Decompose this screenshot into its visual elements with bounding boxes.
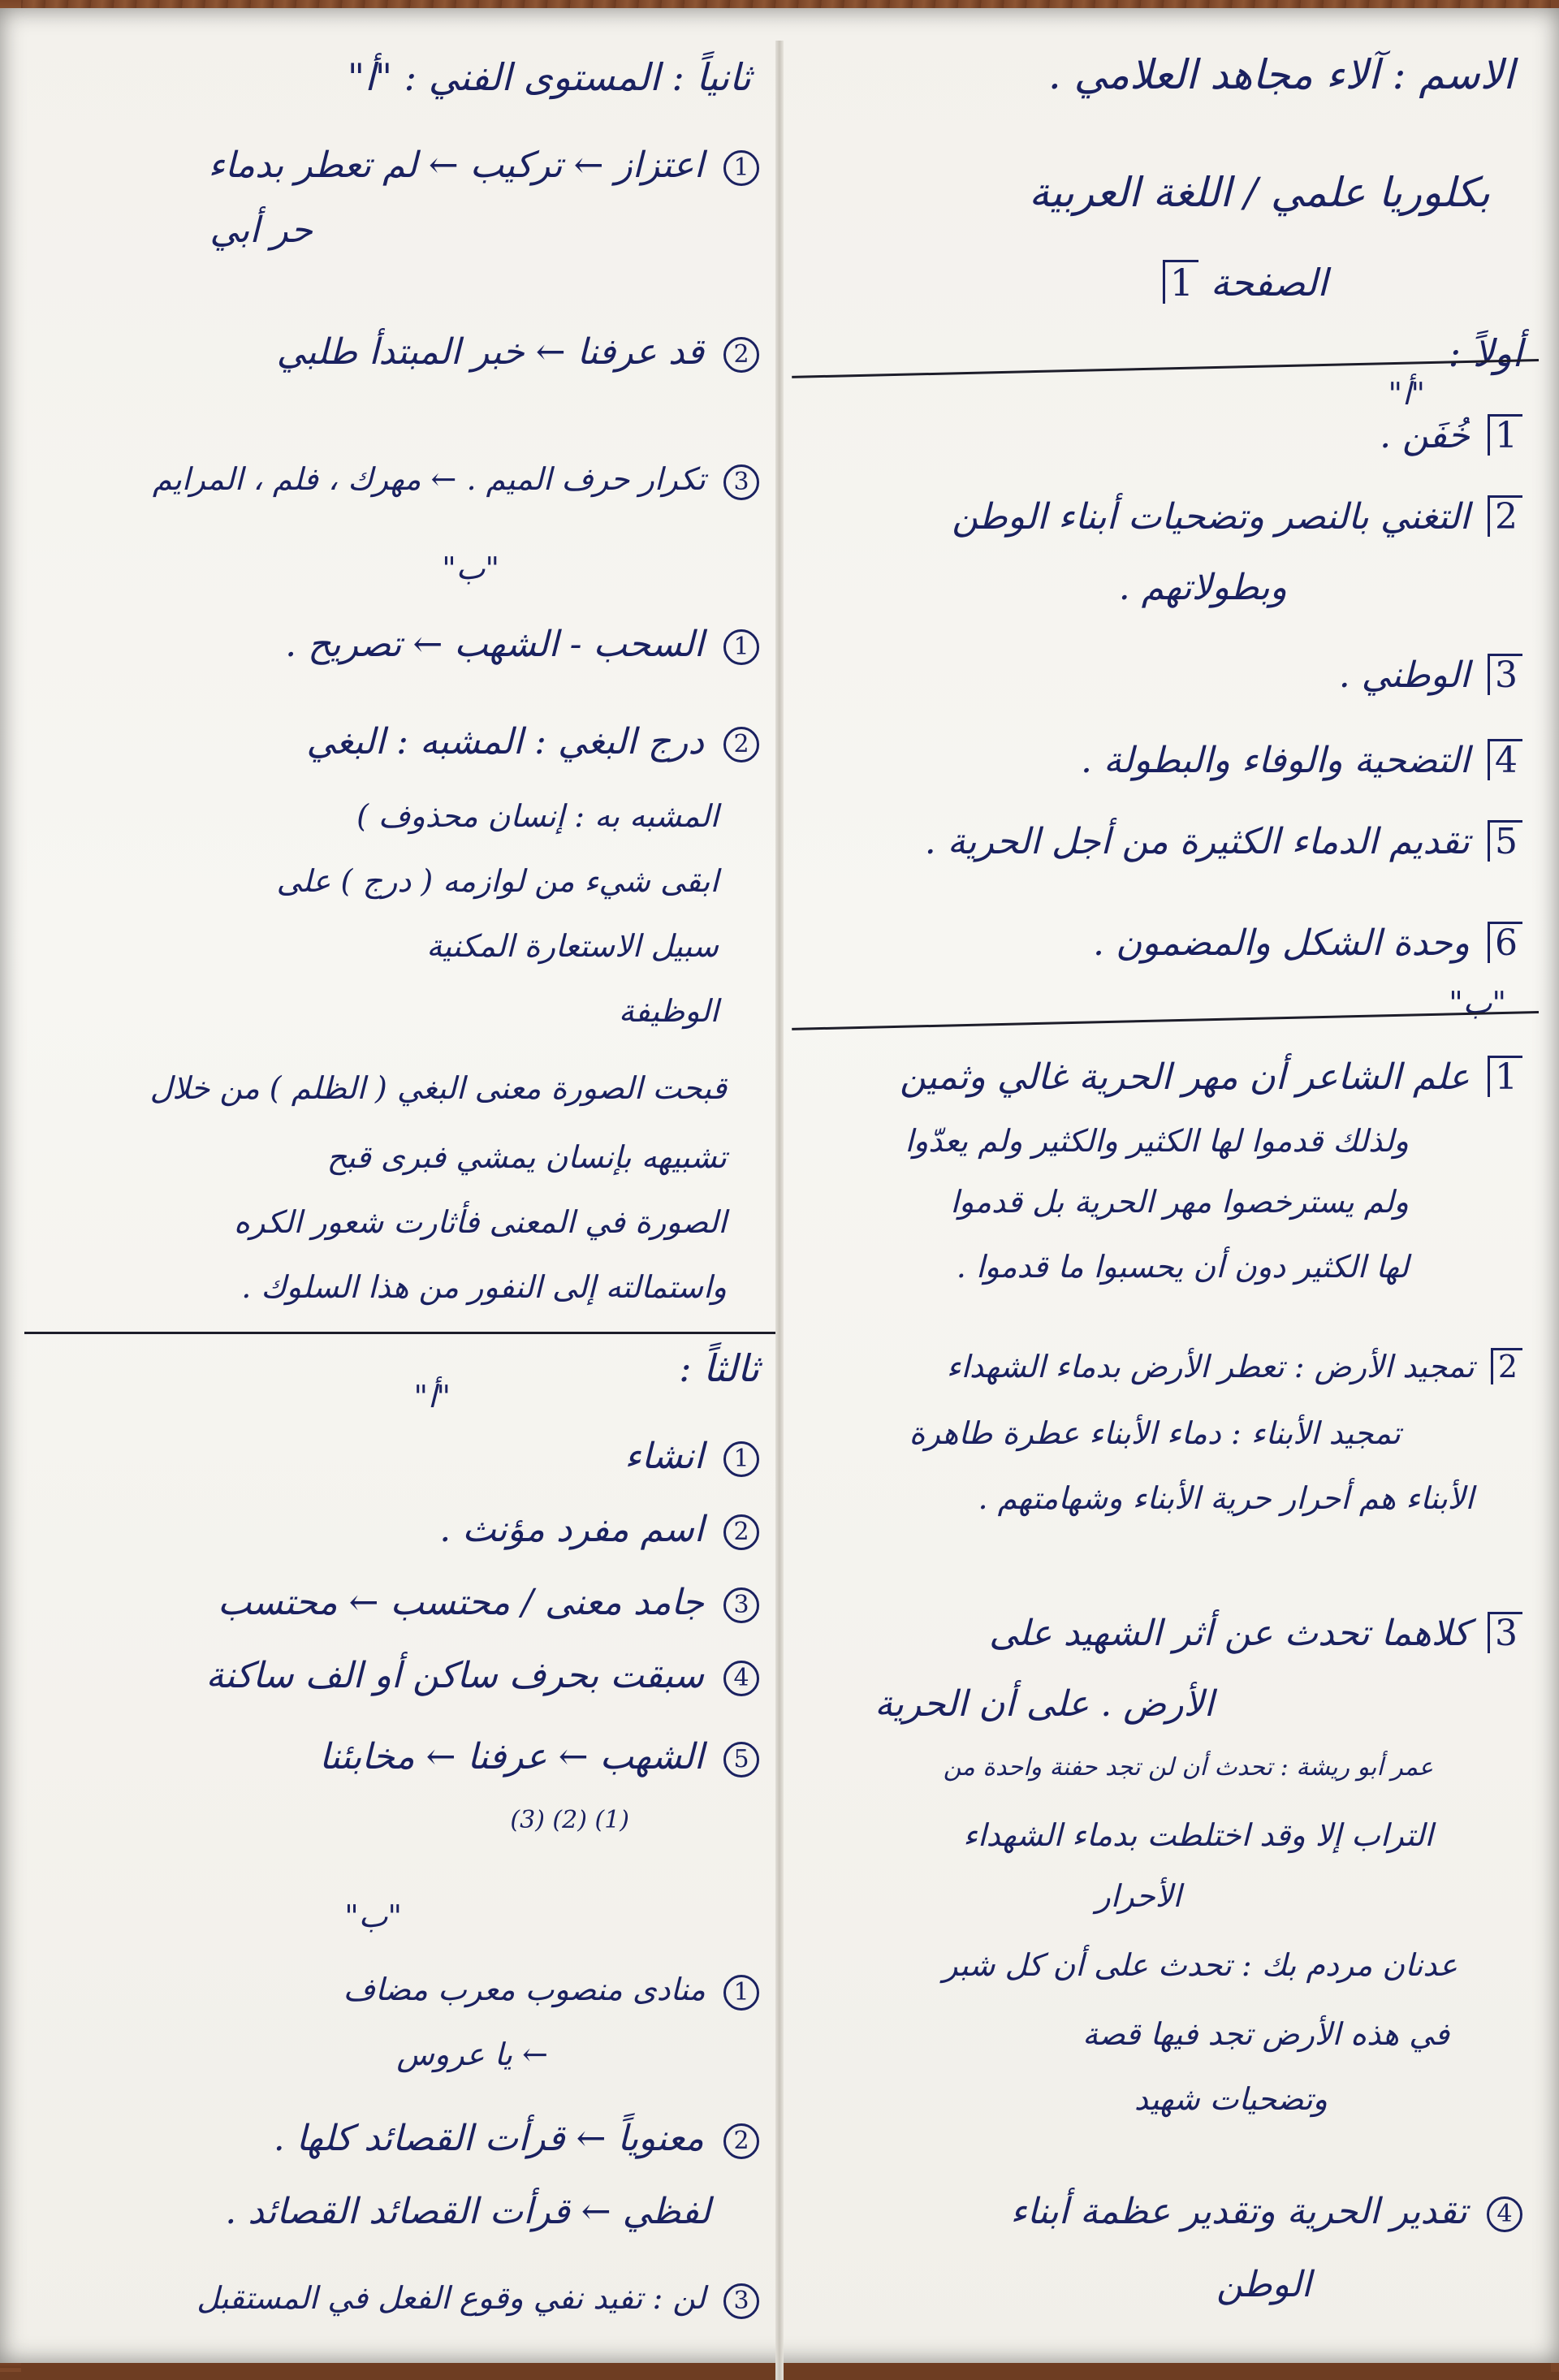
q3-number: 3: [1488, 654, 1522, 695]
a2-text-1: قد عرفنا ← خبر المبتدأ طلبي: [276, 331, 704, 373]
b2-text-1: تمجيد الأرض : تعطر الأرض بدماء الشهداء: [946, 1349, 1475, 1384]
c2-text: اسم مفرد مؤنث .: [439, 1509, 704, 1550]
page-label: [1156, 260, 1328, 304]
student-name: الاسم : آلاء مجاهد العلامي .: [1047, 51, 1514, 98]
lb2-answer-line9: واستمالته إلى النفور من هذا السلوك .: [241, 1269, 727, 1305]
a3-answer-line1: [153, 463, 759, 500]
q1-number: 1: [1488, 414, 1522, 456]
section1-sub: "أ": [1388, 376, 1425, 412]
lb1-number: 1: [723, 629, 759, 665]
c4-number: 4: [723, 1661, 759, 1696]
section1-title: أولاً :: [1448, 331, 1522, 375]
c2-answer: [439, 1510, 759, 1550]
lb2-answer-line7: تشبيهه بإنسان يمشي فبرى قبح: [326, 1139, 727, 1175]
d1-answer-line1: [343, 1973, 759, 2011]
b3-answer-line4: التراب إلا وقد اختلطت بدماء الشهداء: [963, 1817, 1433, 1853]
lb2-answer-line3: ابقى شيء من لوازمه ( درج ) على: [276, 863, 719, 899]
b2-number: 2: [1491, 1348, 1522, 1384]
lb1-answer-line1: [285, 625, 759, 665]
section3-sub-b: "ب": [344, 1898, 402, 1934]
section3-sub-a: "أ": [413, 1379, 451, 1415]
c4-text: سبقت بحرف ساكن أو الف ساكنة: [205, 1655, 704, 1696]
page-label-text: الصفحة: [1210, 261, 1328, 305]
lb2-answer-line6: قبحت الصورة معنى البغي ( الظلم ) من خلال: [149, 1070, 727, 1106]
lb2-text-1: درج البغي : المشبه : البغي: [306, 721, 704, 762]
a3-number: 3: [723, 464, 759, 500]
d2-number: 2: [723, 2123, 759, 2159]
a2-answer-line1: [277, 333, 759, 373]
c5-answer: [319, 1738, 759, 1777]
lb2-answer-line5: الوظيفة: [618, 993, 719, 1029]
c5-number: 5: [723, 1742, 759, 1777]
q2-number: 2: [1488, 495, 1522, 537]
a1-answer-line1: [208, 146, 759, 186]
a1-number: 1: [723, 150, 759, 186]
b3-answer-line1: [989, 1612, 1522, 1653]
b1-number: 1: [1488, 1056, 1522, 1097]
b2-answer-line3: الأبناء هم أحرار حرية الأبناء وشهامتهم .: [978, 1480, 1474, 1516]
q4-text: التضحية والوفاء والبطولة .: [1081, 740, 1470, 781]
q5-number: 5: [1488, 820, 1522, 862]
left-column: [24, 8, 767, 2363]
answer-sheet: [0, 8, 1559, 2363]
c1-answer: [624, 1437, 759, 1477]
page-number: 1: [1163, 260, 1198, 304]
b1-answer-line3: ولم يسترخصوا مهر الحرية بل قدموا: [950, 1184, 1409, 1220]
q2-answer: [952, 495, 1522, 537]
section2-title: ثانياً : المستوى الفني : "أ": [347, 55, 751, 99]
b3-answer-line6: عدنان مردم بك : تحدث على أن كل شبر: [943, 1947, 1458, 1983]
q3-text: الوطني .: [1338, 654, 1470, 696]
d2-answer-line2: لفظي ← قرأت القصائد القصائد .: [225, 2191, 710, 2232]
b3-answer-line7: في هذه الأرض تجد فيها قصة: [1082, 2016, 1449, 2052]
lb2-answer-line2: المشبه به : إنسان محذوف ): [356, 798, 719, 834]
d3-text-1: لن : تفيد نفي وقوع الفعل في المستقبل: [196, 2280, 706, 2316]
lb1-text-1: السحب - الشهب ← تصريح .: [285, 624, 704, 665]
a2-number: 2: [723, 337, 759, 373]
c4-answer: [205, 1656, 759, 1696]
b4-answer-line2: الوطن: [1216, 2264, 1311, 2305]
q5-answer: [925, 820, 1522, 862]
q2-text-1: التغني بالنصر وتضحيات أبناء الوطن: [952, 496, 1470, 538]
b3-answer-line8: وتضحيات شهيد: [1134, 2081, 1328, 2117]
b4-number: 4: [1487, 2196, 1522, 2232]
page-fold: [775, 41, 784, 2380]
b1-text-1: علم الشاعر أن مهر الحرية غالي وثمين: [900, 1056, 1470, 1098]
b3-text-1: كلاهما تحدث عن أثر الشهيد على: [989, 1613, 1470, 1654]
divider-section3: [24, 1332, 775, 1334]
d1-number: 1: [723, 1975, 759, 2011]
exam-title: بكلوريا علمي / اللغة العربية: [1029, 169, 1490, 216]
d3-number: 3: [723, 2283, 759, 2319]
d1-answer-line2: ← يا عروس: [396, 2037, 548, 2072]
b3-answer-line2: الأرض . على أن الحرية: [875, 1683, 1214, 1725]
b4-text-1: تقدير الحرية وتقدير عظمة أبناء: [1010, 2191, 1467, 2232]
c2-number: 2: [723, 1514, 759, 1550]
d2-text-1: معنوياً ← قرأت القصائد كلها .: [273, 2118, 704, 2159]
c1-text: انشاء: [624, 1436, 704, 1477]
d1-text-1: منادى منصوب معرب مضاف: [343, 1972, 706, 2007]
b3-answer-line3: عمر أبو ريشة : تحدث أن لن تجد حفنة واحدة من: [943, 1753, 1433, 1782]
c3-number: 3: [723, 1587, 759, 1623]
q4-number: 4: [1488, 739, 1522, 780]
q5-text: تقديم الدماء الكثيرة من أجل الحرية .: [924, 821, 1470, 862]
q4-answer: [1081, 739, 1522, 780]
a1-text-1: اعتزاز ← تركيب ← لم تعطر بدماء: [208, 145, 704, 186]
b3-number: 3: [1488, 1612, 1522, 1653]
q2-answer-line2: وبطولاتهم .: [1118, 567, 1287, 608]
c1-number: 1: [723, 1441, 759, 1477]
b1-answer-line1: [900, 1056, 1522, 1097]
c5-text: الشهب ← عرفنا ← مخابئنا: [319, 1736, 704, 1777]
b2-answer-line1: [947, 1348, 1522, 1384]
section-b-sub: "ب": [1449, 985, 1506, 1021]
c3-answer: [218, 1583, 759, 1623]
d3-answer-line1: [196, 2282, 759, 2319]
a-b-sub: "ب": [442, 551, 499, 586]
c3-text: جامد معنى / محتسب ← محتسب: [217, 1582, 704, 1623]
lb2-answer-line8: الصورة في المعنى فأثارت شعور الكره: [234, 1204, 727, 1240]
lb2-answer-line1: [306, 723, 759, 762]
b2-answer-line2: تمجيد الأبناء : دماء الأبناء عطرة طاهرة: [909, 1415, 1401, 1451]
q6-answer: [1093, 922, 1522, 963]
q1-text: خُفَن .: [1380, 415, 1470, 456]
q1-answer: [1380, 414, 1522, 456]
b1-answer-line2: ولذلك قدموا لها الكثير والكثير ولم يعدّوا: [905, 1123, 1409, 1159]
d2-answer-line1: [274, 2119, 759, 2159]
q6-number: 6: [1488, 922, 1522, 963]
q3-answer: [1339, 654, 1522, 695]
b3-answer-line5: الأحرار: [1095, 1878, 1181, 1914]
a1-answer-line2: حر أبي: [209, 209, 313, 251]
b4-answer-line1: [1010, 2192, 1522, 2232]
c5-labels: (1) (2) (3): [510, 1806, 629, 1834]
lb2-answer-line4: سبيل الاستعارة المكنية: [426, 928, 719, 964]
a3-text-1: تكرار حرف الميم . ← مهرك ، فلم ، المرايم: [152, 461, 706, 497]
lb2-number: 2: [723, 727, 759, 762]
q6-text: وحدة الشكل والمضمون .: [1093, 922, 1470, 964]
b1-answer-line4: لها الكثير دون أن يحسبوا ما قدموا .: [956, 1249, 1409, 1285]
section3-title: ثالثاً :: [679, 1346, 759, 1390]
